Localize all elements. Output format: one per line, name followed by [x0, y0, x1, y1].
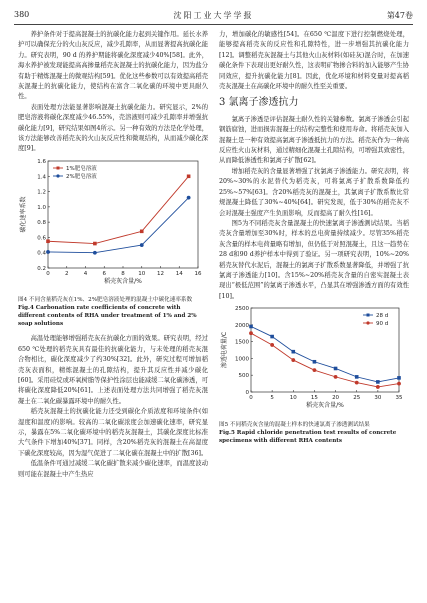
x-tick-label: 14 [175, 270, 183, 277]
paragraph: 低温条件可通过减缓二氧化碳扩散来减少碳化速率，而温度波动则可能在混凝土中产生热应 [18, 460, 208, 478]
data-point [46, 250, 50, 254]
data-point [291, 358, 295, 362]
y-tick-label: 0.6 [37, 235, 46, 242]
data-point [270, 335, 274, 339]
x-tick-label: 8 [121, 270, 125, 277]
journal-title: 沈阳工业大学学报 [173, 11, 254, 20]
legend-marker [367, 314, 370, 317]
x-tick-label: 25 [353, 395, 361, 402]
x-tick-label: 10 [138, 270, 146, 277]
data-point [270, 343, 274, 347]
y-tick-label: 0.8 [37, 220, 46, 227]
x-tick-label: 5 [270, 395, 274, 402]
x-tick-label: 0 [249, 395, 253, 402]
series-line [48, 176, 189, 243]
y-tick-label: 0 [245, 390, 249, 397]
data-point [355, 375, 359, 379]
paragraph: 稻壳灰混凝土的抗碳化能力还受到碳化介质浓度和环境条件(如湿度和温度)的影响。较高的二氧化碳浓度会加速碳化速率，研究显示，暴露在5%二氧化碳环境中的稻壳灰混凝土，其碳化深度比标准大气条件下增加40%[37]。同样，含20%稻壳灰的混凝土在高湿度下碳化深度较高，因为湿气促进了二氧化碳在混凝土中的扩散[36]。 [18, 408, 208, 457]
data-point [93, 251, 97, 255]
y-tick-label: 1.4 [37, 174, 46, 181]
y-tick-label: 0.2 [37, 265, 46, 272]
paragraph: 氯离子渗透是评估混凝土耐久性的关键参数。氯离子渗透会引起钢筋腐蚀，进而损害混凝土的结构完整性和使用寿命。将稻壳灰加入混凝土是一种有效提高氯离子渗透抵抗力的方法。稻壳灰作为一种高反应性火山灰材料，通过精细化混凝土孔隙结构，可增强其致密性，从而降低渗透性和氯离子扩散[62]。 [219, 115, 409, 165]
y-tick-label: 2500 [235, 306, 249, 313]
y-axis-label: 碳化速率系数 [20, 196, 27, 233]
figure-4-caption [18, 296, 208, 328]
page-header [14, 8, 413, 22]
series-line [251, 333, 399, 387]
data-point [291, 350, 295, 354]
section-title: 3 氯离子渗透抗力 [219, 97, 299, 109]
x-axis-label: 稻壳灰含量/% [104, 277, 142, 285]
x-tick-label: 2 [65, 270, 69, 277]
data-point [93, 242, 97, 246]
data-point [334, 367, 338, 371]
data-point [249, 331, 253, 335]
data-point [397, 376, 401, 380]
volume-label: 第47卷 [386, 11, 413, 20]
y-tick-label: 1000 [235, 356, 249, 363]
y-tick-label: 500 [238, 373, 249, 380]
paragraph: 增加稻壳灰的含量显著增强了抗氯离子渗透能力。研究表明，将20%~30%的水泥替代为稻壳灰，可将氯离子扩散系数降低约25%~57%[63]。含20%稻壳灰的混凝土，其氯离子扩散系数比常规混凝土降低了30%~40%[64]。研究发现，低于30%的稻壳灰不会对混凝土强度产生负面影响，反而提高了耐久性[16]。 [219, 167, 409, 217]
data-point [140, 229, 144, 233]
legend-marker [366, 322, 369, 325]
x-tick-label: 4 [83, 270, 88, 277]
caption-en: Fig.5 Rapid chloride penetration test results of concrete specimens with different RHA contents [219, 429, 397, 444]
legend-label: 28 d [376, 313, 389, 320]
header-rule [14, 24, 413, 25]
y-tick-label: 1500 [235, 339, 249, 346]
x-tick-label: 0 [46, 270, 50, 277]
paragraph: 图5为不同稻壳灰含量混凝土的快速氯离子渗透测试结果。当稻壳灰含量增加至30%时，样本的总电荷量持续减少。尽管35%稻壳灰含量的样本电荷量略有增加，但仍低于对照混凝土，且这一趋势在28 d和90 d养护样本中得到了验证。另一项研究表明，10%~20%稻壳灰替代水泥后，混凝土的氯离子扩散系数显著降低，并增强了抗氯离子渗透能力[10]。含15%~20%稻壳灰含量的自密实混凝土表现出“极低范围”的氯离子渗透水平，凸显其在增强渗透方面的有效性[10]。 [219, 219, 409, 300]
data-point [313, 360, 317, 364]
data-point [187, 196, 191, 200]
x-axis-label: 稻壳灰含量/% [306, 402, 344, 410]
y-tick-label: 2000 [235, 322, 249, 329]
y-tick-label: 0.4 [37, 250, 46, 257]
x-tick-label: 12 [157, 270, 164, 277]
data-point [249, 325, 253, 329]
caption-cn: 图4 不同含量稻壳灰在1%、2%肥皂溶液处理的混凝土中碳化速率系数 [18, 297, 193, 304]
data-point [187, 174, 191, 178]
left-column [18, 30, 208, 480]
page-number: 380 [14, 10, 30, 19]
x-tick-label: 6 [102, 270, 106, 277]
data-point [397, 382, 401, 386]
x-tick-label: 20 [332, 395, 340, 402]
x-tick-label: 16 [194, 270, 202, 277]
paragraph: 高温处理能够增强稻壳灰在抗碳化方面的效果。研究表明，经过650 ℃处理的稻壳灰具有最佳的抗碳化能力，与未处理的稻壳灰混合物相比，碳化深度减少了约30%[32]。此外，研究过程可增加稻壳灰表面积，精炼混凝土的孔隙结构，提升其反应性并减少碳化[60]。采用硅烷或环氧树脂等保护性涂层也能减缓二氧化碳渗透，可将碳化深度降低20%[61]。上述表面处理方法共同增强了稻壳灰混凝土在二氧化碳暴露环境中的耐久性。 [18, 335, 208, 405]
data-point [376, 385, 380, 389]
data-point [355, 381, 359, 385]
y-axis-label: 渗透电荷量/C [221, 332, 228, 369]
x-tick-label: 35 [395, 395, 403, 402]
paragraph: 力，增加碳化的敏感性[54]。在650 ℃温度下进行控制燃烧处理，能够提高稻壳灰的反应性和孔隙特性，进一步增强其抗碳化能力[12]。调整稻壳灰混凝土与其他火山灰材料(如硅灰)混合时，在加速碳化条件下表现出更好耐久性，这表明矿物掺合料的加入能够产生协同效应，提升抗碳化能力[8]。因此，优化环境和材料变量对提高稻壳灰混凝土在高碳化环境中的耐久性至关重要。 [219, 31, 409, 91]
y-tick-label: 1.0 [37, 204, 46, 211]
data-point [140, 243, 144, 247]
paragraph: 表面处理方法能显著影响混凝土抗碳化能力。研究显示，2%的肥皂溶液将碳化深度减少46.55%，壳溶液则可减少孔隙率并增强抗碳化能力[9]，研究结果如图4所示。另一种有效的方法是化学处理，该方法能够改善稻壳灰的火山灰反应性和微观结构，从而减少碳化深度[9]。 [18, 103, 208, 153]
caption-en: Fig.4 Carbonation rate coefficients of concrete with different contents of RHA under treatment of 1% and 2% soap solutions [18, 305, 197, 328]
legend-marker [56, 174, 59, 177]
x-tick-label: 15 [310, 395, 318, 402]
y-tick-label: 1.2 [37, 189, 46, 196]
x-tick-label: 10 [289, 395, 297, 402]
legend-label: 1%肥皂溶液 [66, 165, 97, 172]
data-point [313, 368, 317, 372]
caption-cn: 图5 不同稻壳灰含量的混凝土样本的快速氯离子渗透测试结果 [219, 421, 370, 428]
series-line [48, 198, 189, 253]
data-point [376, 380, 380, 384]
paragraph: 养护条件对于提高混凝土的抗碳化能力起到关键作用。延长水养护可以确保充分的火山灰反应，减少孔隙率，从而显著提高抗碳化能力。研究表明，90 d 的养护期能将碳化深度减少40%[58]。此外，海水养护被发现能提高高掺量稻壳灰混凝土的抗碳化能力，因为盐分有助于精炼混凝土的微观结构[59]。优化这些参数可以有效提高稻壳灰混凝土的抗碳化能力，使结构在富含二氧化碳的环境中更具耐久性。 [18, 31, 208, 101]
y-tick-label: 1.6 [37, 158, 46, 165]
figure-5-chart [219, 302, 409, 414]
legend-marker [57, 166, 60, 169]
figure-4-chart [18, 155, 208, 290]
data-point [334, 375, 338, 379]
legend-label: 90 d [376, 321, 389, 328]
figure-5-caption [219, 421, 409, 445]
right-column [219, 30, 409, 451]
data-point [46, 239, 50, 243]
x-tick-label: 30 [374, 395, 382, 402]
legend-label: 2%肥皂溶液 [66, 173, 97, 180]
